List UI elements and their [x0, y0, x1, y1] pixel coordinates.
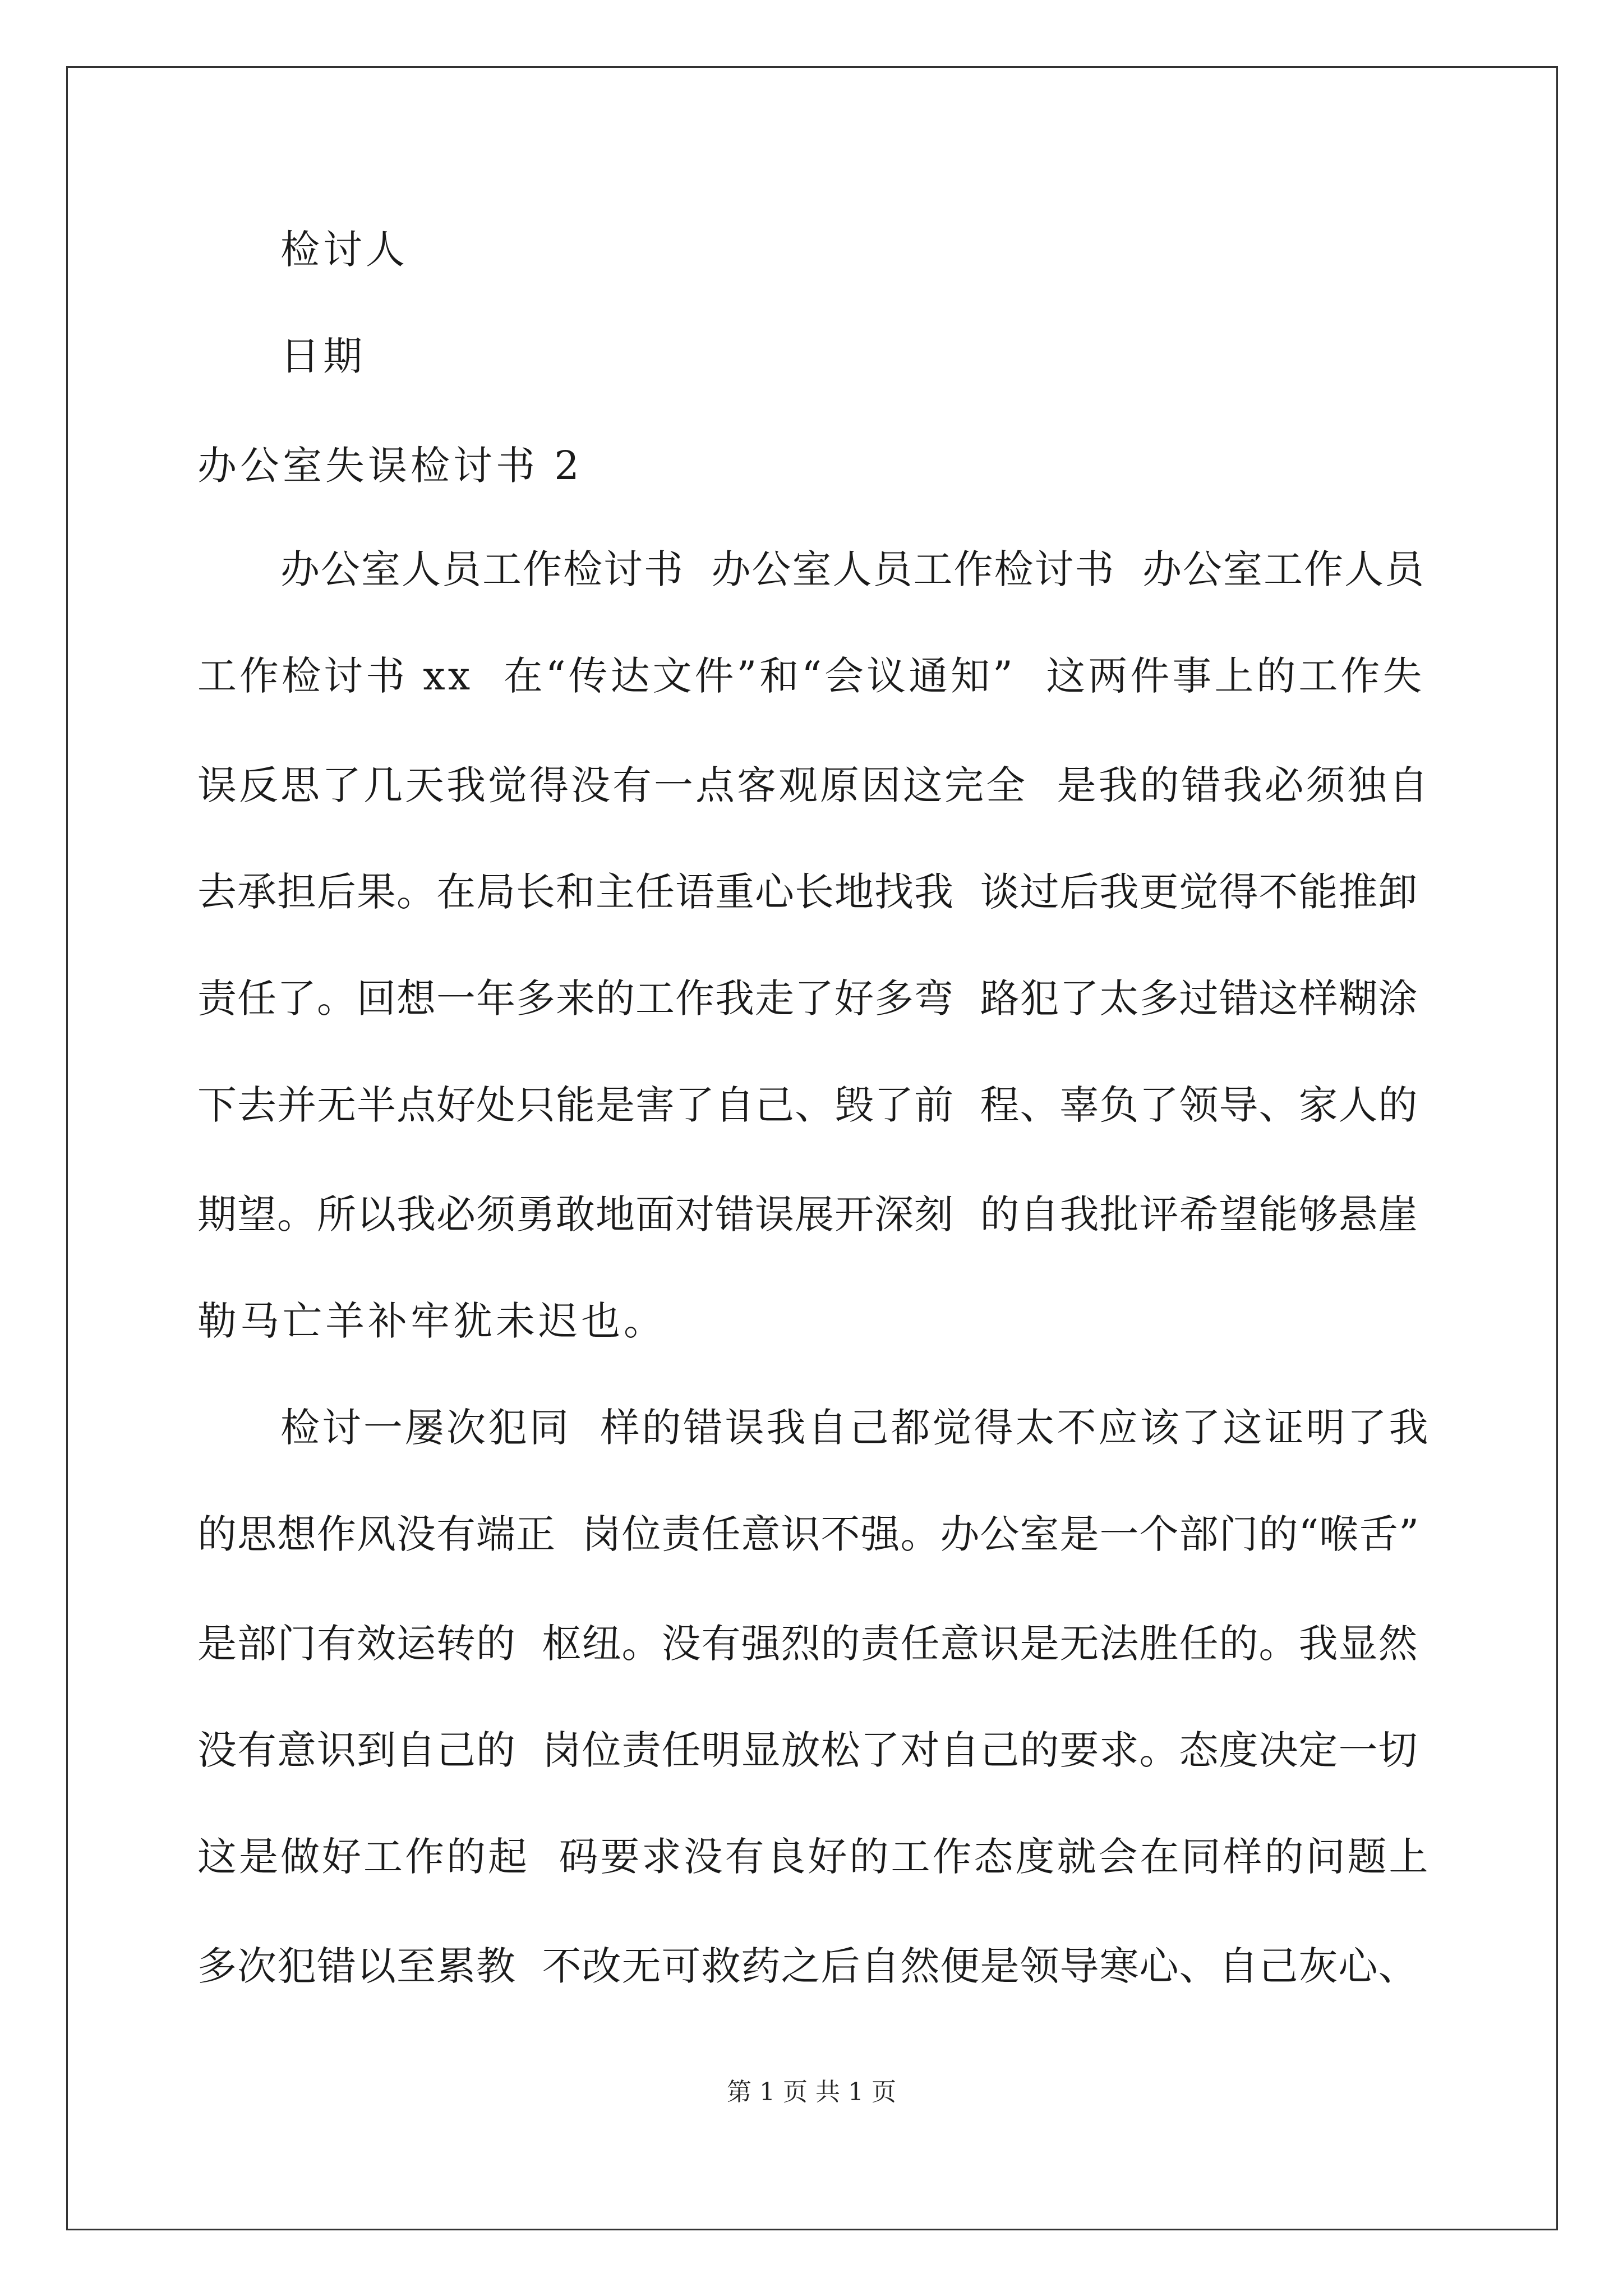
- date-label: 日期: [280, 333, 366, 379]
- page-footer: 第 1 页 共 1 页: [727, 2078, 896, 2106]
- inspector-label: 检讨人: [280, 227, 408, 273]
- body-line: 误反思了几天我觉得没有一点客观原因这完全 是我的错我必须独自: [197, 762, 1431, 808]
- body-line: 去承担后果。在局长和主任语重心长地找我 谈过后我更觉得不能推卸: [197, 869, 1418, 915]
- body-line: 这是做好工作的起 码要求没有良好的工作态度就会在同样的问题上: [197, 1834, 1431, 1880]
- body-line: 多次犯错以至累教 不改无可救药之后自然便是领导寒心、自己灰心、: [197, 1943, 1418, 1989]
- section-title: 办公室失误检讨书 2: [197, 443, 583, 489]
- body-line: 下去并无半点好处只能是害了自己、毁了前 程、辜负了领导、家人的: [197, 1082, 1418, 1128]
- body-line: 没有意识到自己的 岗位责任明显放松了对自己的要求。态度决定一切: [197, 1727, 1418, 1773]
- body-line: 期望。所以我必须勇敢地面对错误展开深刻 的自我批评希望能够悬崖: [197, 1191, 1418, 1237]
- page-border: [66, 66, 1558, 2230]
- body-line: 是部门有效运转的 枢纽。没有强烈的责任意识是无法胜任的。我显然: [197, 1621, 1418, 1667]
- body-line: 工作检讨书 xx 在“传达文件”和“会议通知” 这两件事上的工作失: [197, 653, 1425, 699]
- body-line: 检讨一屡次犯同 样的错误我自己都觉得太不应该了这证明了我: [280, 1405, 1431, 1451]
- body-line: 办公室人员工作检讨书 办公室人员工作检讨书 办公室工作人员: [280, 546, 1426, 592]
- body-line: 勒马亡羊补牢犹未迟也。: [197, 1298, 666, 1344]
- body-line: 的思想作风没有端正 岗位责任意识不强。办公室是一个部门的“喉舌”: [197, 1511, 1420, 1557]
- body-line: 责任了。回想一年多来的工作我走了好多弯 路犯了太多过错这样糊涂: [197, 976, 1418, 1022]
